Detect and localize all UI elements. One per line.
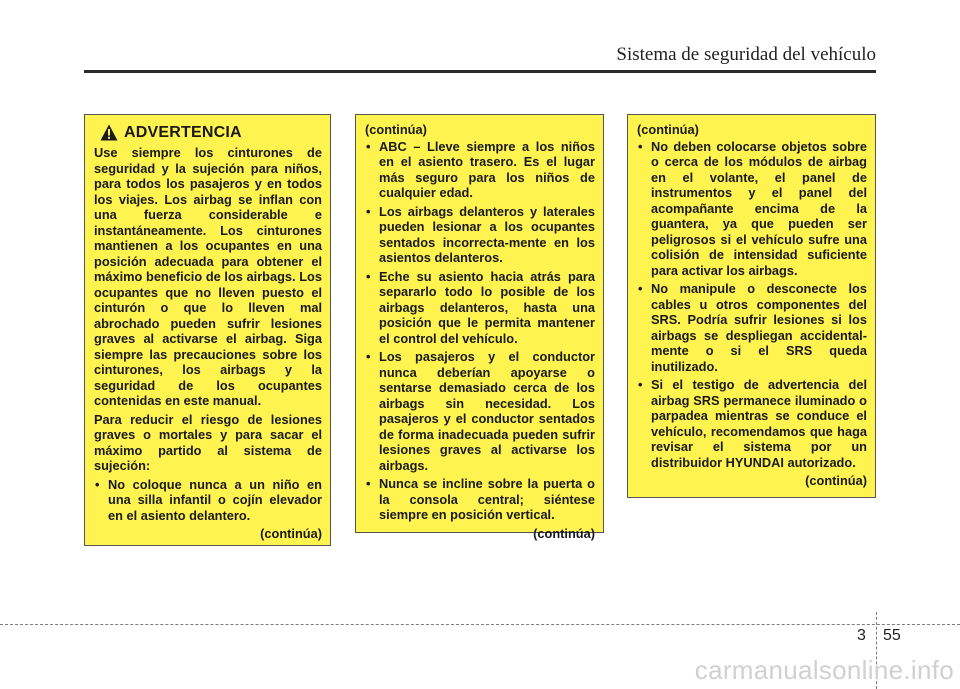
warning-box-2 [355, 114, 604, 541]
list-item: • Eche su asiento hacia atrás para separarlo todo lo posible de los airbags delanteros, hasta una posición que le permita mantener el control del vehículo. [365, 269, 595, 347]
list-item: • Los airbags delanteros y laterales pueden lesionar a los ocupantes sentados incorrecta-mente en los asientos delanteros. [365, 204, 595, 266]
page-number: 55 [883, 627, 901, 644]
warning-list [637, 139, 867, 471]
chapter-number: 3 [857, 627, 866, 644]
warning-box-3 [627, 114, 876, 498]
warning-heading [100, 124, 322, 141]
list-item: • ABC – Lleve siempre a los niños en el asiento trasero. Es el lugar más seguro para los niños de cualquier edad. [365, 139, 595, 201]
warning-list [365, 139, 595, 523]
list-item: • No manipule o desconecte los cables u otros componentes del SRS. Podría sufrir lesiones si los airbags se despliegan accidental-mente o si el SRS queda inutilizado. [637, 281, 867, 374]
warning-heading-text: ADVERTENCIA [124, 123, 242, 141]
warning-triangle-icon [100, 124, 118, 141]
list-item: • Si el testigo de advertencia del airbag SRS permanece iluminado o parpadea mientras se conduce el vehículo, recomendamos que haga revisar el sistema por un distribuidor HYUNDAI autorizado. [637, 377, 867, 470]
continued-label-top: (continúa) [637, 122, 699, 137]
footer-divider [0, 624, 960, 625]
continued-label-top: (continúa) [365, 122, 427, 137]
warning-box-1 [84, 114, 331, 546]
list-item: • No coloque nunca a un niño en una silla infantil o cojín elevador en el asiento delantero. [94, 477, 322, 524]
warning-paragraph: Para reducir el riesgo de lesiones graves o mortales y para sacar el máximo partido al sistema de sujeción: [94, 411, 322, 473]
continued-label: (continúa) [260, 526, 322, 541]
list-item: • No deben colocarse objetos sobre o cerca de los módulos de airbag en el volante, el panel de instrumentos y el panel del acompañante encima de la guantera, ya que pueden ser peligrosos si el vehículo sufre una colisión de intensidad suficiente para activar los airbags. [637, 139, 867, 279]
section-title: Sistema de seguridad del vehículo [616, 44, 876, 65]
header-divider [84, 70, 876, 73]
watermark: carmanualsonline.info [694, 655, 954, 685]
list-item: • Nunca se incline sobre la puerta o la consola central; siéntese siempre en posición vertical. [365, 476, 595, 523]
warning-list [94, 477, 322, 524]
continued-label: (continúa) [533, 525, 595, 541]
warning-paragraph: Use siempre los cinturones de seguridad y la sujeción para niños, para todos los pasajeros y en todos los viajes. Los airbag se inflan con una fuerza considerable e instantáneamente. Los cinturones mantienen a los ocupantes en una posición adecuada para obtener el máximo beneficio de los airbags. Los ocupantes que no lleven puesto el cinturón o que lo lleven mal abrochado pueden sufrir lesiones graves al activarse el airbag. Siga siempre las precauciones sobre los cinturones, los airbags y la seguridad de los ocupantes contenidas en este manual. [94, 145, 322, 408]
list-item: • Los pasajeros y el conductor nunca deberían apoyarse o sentarse demasiado cerca de los airbags sin necesidad. Los pasajeros y el conductor sentados de forma inadecuada pueden sufrir lesiones graves al activarse los airbags. [365, 349, 595, 473]
continued-label: (continúa) [805, 473, 867, 488]
